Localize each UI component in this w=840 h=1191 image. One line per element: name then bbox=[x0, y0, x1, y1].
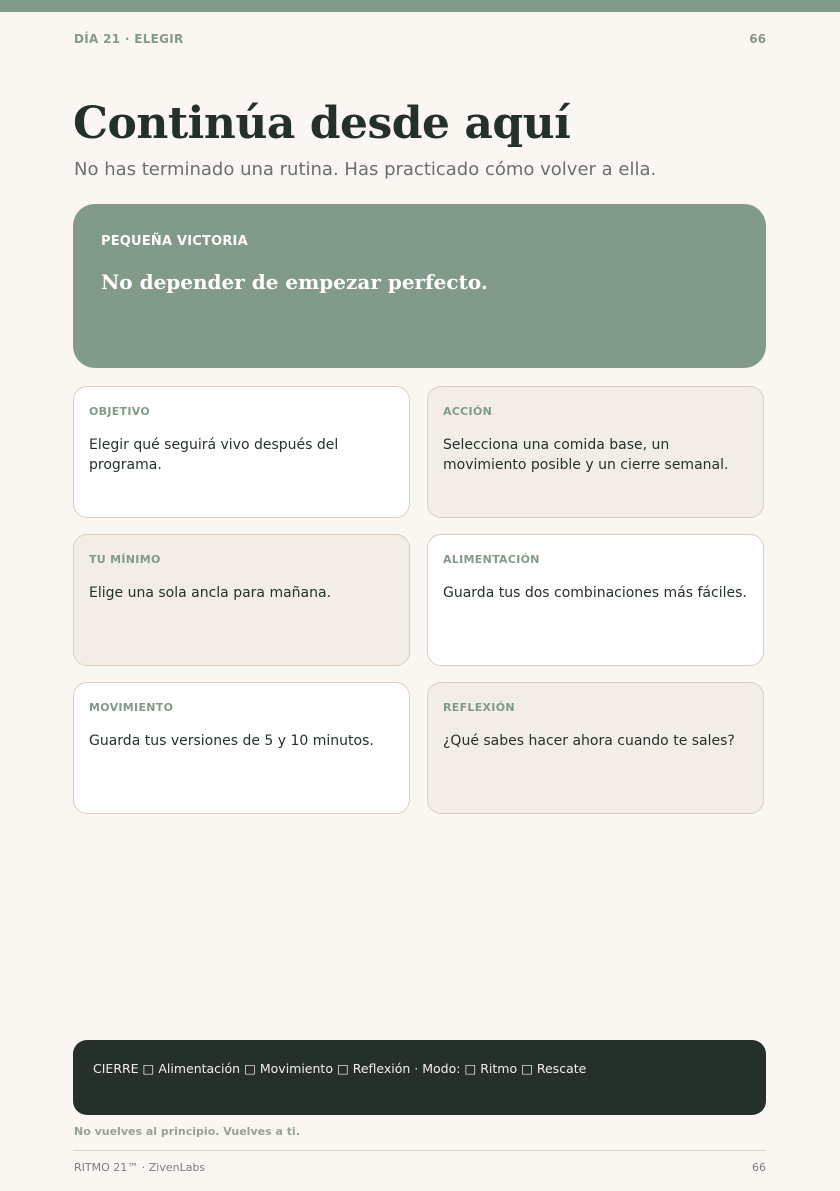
card-text: Guarda tus dos combinaciones más fáciles. bbox=[443, 585, 747, 601]
card-accion bbox=[427, 386, 764, 518]
card-alimentacion bbox=[427, 534, 764, 666]
footer-brand: RITMO 21™ · ZivenLabs bbox=[74, 1161, 206, 1174]
page-title: Continúa desde aquí bbox=[73, 98, 571, 149]
card-text: Selecciona una comida base, un movimiento posible y un cierre semanal. bbox=[443, 437, 729, 473]
card-reflexion bbox=[427, 682, 764, 814]
closing-checklist-panel bbox=[73, 1040, 766, 1115]
page-number-bottom: 66 bbox=[752, 1161, 766, 1174]
card-label: MOVIMIENTO bbox=[89, 701, 174, 714]
card-label: REFLEXIÓN bbox=[443, 701, 515, 714]
card-label: ACCIÓN bbox=[443, 405, 493, 418]
card-tu-minimo bbox=[73, 534, 410, 666]
victory-banner bbox=[73, 204, 766, 368]
card-text: Elegir qué seguirá vivo después del programa. bbox=[89, 437, 339, 473]
card-label: OBJETIVO bbox=[89, 405, 151, 418]
card-text: ¿Qué sabes hacer ahora cuando te sales? bbox=[443, 733, 735, 749]
card-label: ALIMENTACIÓN bbox=[443, 553, 540, 566]
page-number-top: 66 bbox=[749, 32, 766, 46]
card-objetivo bbox=[73, 386, 410, 518]
card-label: TU MÍNIMO bbox=[89, 553, 161, 566]
card-text: Elige una sola ancla para mañana. bbox=[89, 585, 332, 601]
tagline: No vuelves al principio. Vuelves a ti. bbox=[74, 1125, 300, 1138]
section-label: DÍA 21 · ELEGIR bbox=[74, 32, 184, 46]
closing-checklist: CIERRE □ Alimentación □ Movimiento □ Reflexión · Modo: □ Ritmo □ Rescate bbox=[93, 1061, 587, 1076]
footer-divider bbox=[73, 1150, 766, 1151]
card-movimiento bbox=[73, 682, 410, 814]
top-accent-bar bbox=[0, 0, 840, 12]
victory-label: PEQUEÑA VICTORIA bbox=[101, 234, 248, 249]
page-subtitle: No has terminado una rutina. Has practicado cómo volver a ella. bbox=[74, 159, 657, 180]
card-text: Guarda tus versiones de 5 y 10 minutos. bbox=[89, 733, 374, 749]
victory-text: No depender de empezar perfecto. bbox=[101, 270, 488, 294]
